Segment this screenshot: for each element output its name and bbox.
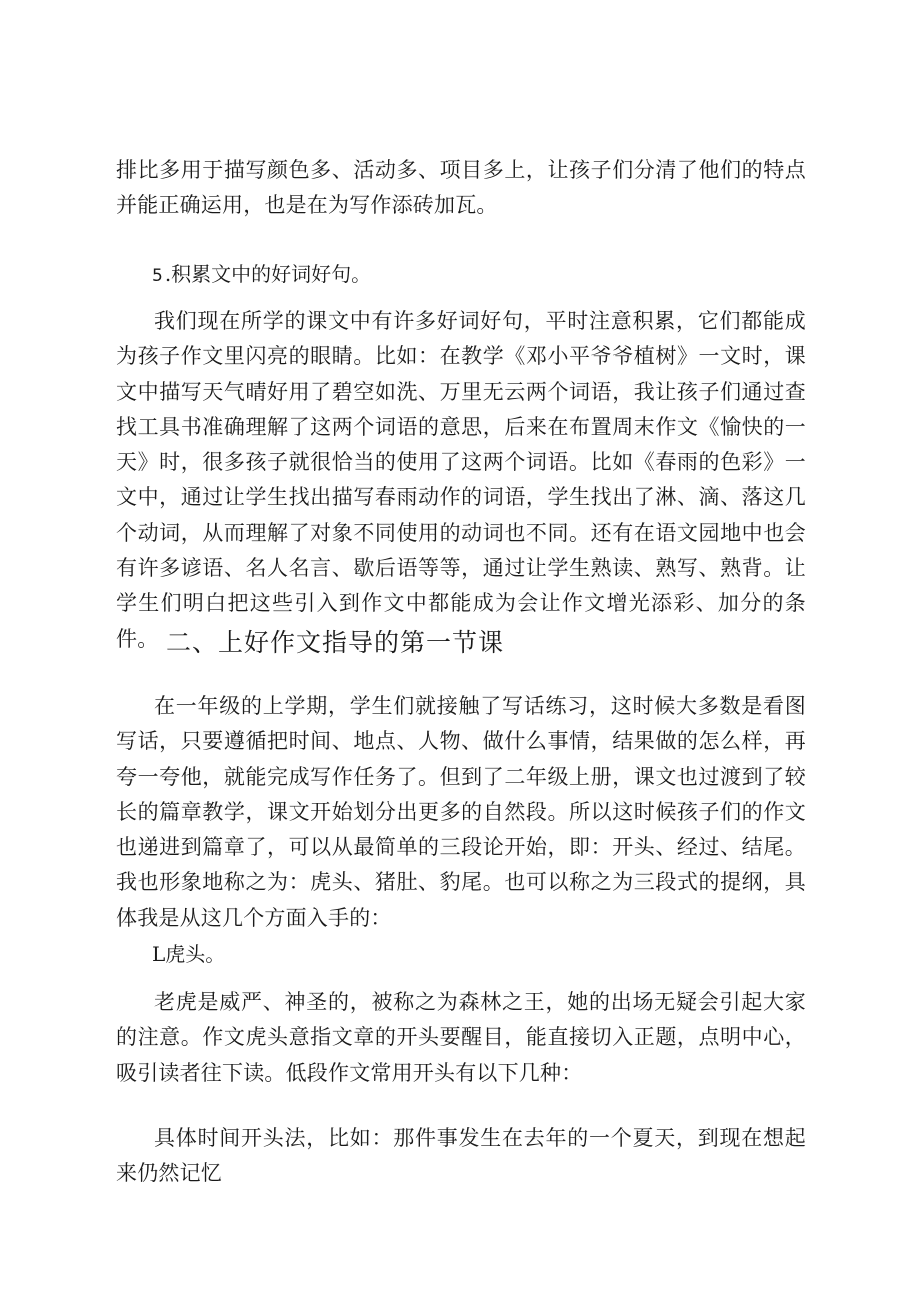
item-text: .积累文中的好词好句。 bbox=[164, 262, 372, 286]
section-heading-first-lesson: 二、上好作文指导的第一节课 bbox=[166, 628, 505, 657]
paragraph-parallelism-continuation: 排比多用于描写颜色多、活动多、项目多上，让孩子们分清了他们的特点并能正确运用，也是在为写作添砖加瓦。 bbox=[116, 158, 806, 218]
item-number: 5 bbox=[152, 266, 165, 286]
list-item-tiger-head: L虎头。 bbox=[152, 942, 226, 966]
list-item-5-accumulate-words bbox=[152, 258, 371, 292]
paragraph-accumulate-words: 我们现在所学的课文中有许多好词好句，平时注意积累，它们都能成为孩子作文里闪亮的眼睛。比如：在教学《邓小平爷爷植树》一文时，课文中描写天气晴好用了碧空如洗、万里无云两个词语，我让孩子们通过查找工具书准确理解了这两个词语的意思，后来在布置周末作文《愉快的一天》时，很多孩子就很恰当的使用了这两个词语。比如《春雨的色彩》一文中，通过让学生找出描写春雨动作的词语，学生找出了淋、滴、落这几个动词，从而理解了对象不同使用的动词也不同。还有在语文园地中也会有许多谚语、名人名言、歇后语等等，通过让学生熟读、熟写、熟背。让学生们明白把这些引入到作文中都能成为会让作文增光添彩、加分的条件。 bbox=[116, 309, 806, 651]
paragraph-time-opening: 具体时间开头法，比如：那件事发生在去年的一个夏天，到现在想起来仍然记忆 bbox=[116, 1126, 806, 1186]
paragraph-tiger-head: 老虎是威严、神圣的，被称之为森林之王，她的出场无疑会引起大家的注意。作文虎头意指文章的开头要醒目，能直接切入正题，点明中心，吸引读者往下读。低段作文常用开头有以下几种： bbox=[116, 990, 806, 1085]
paragraph-first-lesson: 在一年级的上学期，学生们就接触了写话练习，这时候大多数是看图写话，只要遵循把时间、地点、人物、做什么事情，结果做的怎么样，再夸一夸他，就能完成写作任务了。但到了二年级上册，课文也过渡到了较长的篇章教学，课文开始划分出更多的自然段。所以这时候孩子们的作文也递进到篇章了，可以从最简单的三段论开始，即：开头、经过、结尾。我也形象地称之为：虎头、猪肚、豹尾。也可以称之为三段式的提纲，具体我是从这几个方面入手的： bbox=[116, 694, 806, 930]
